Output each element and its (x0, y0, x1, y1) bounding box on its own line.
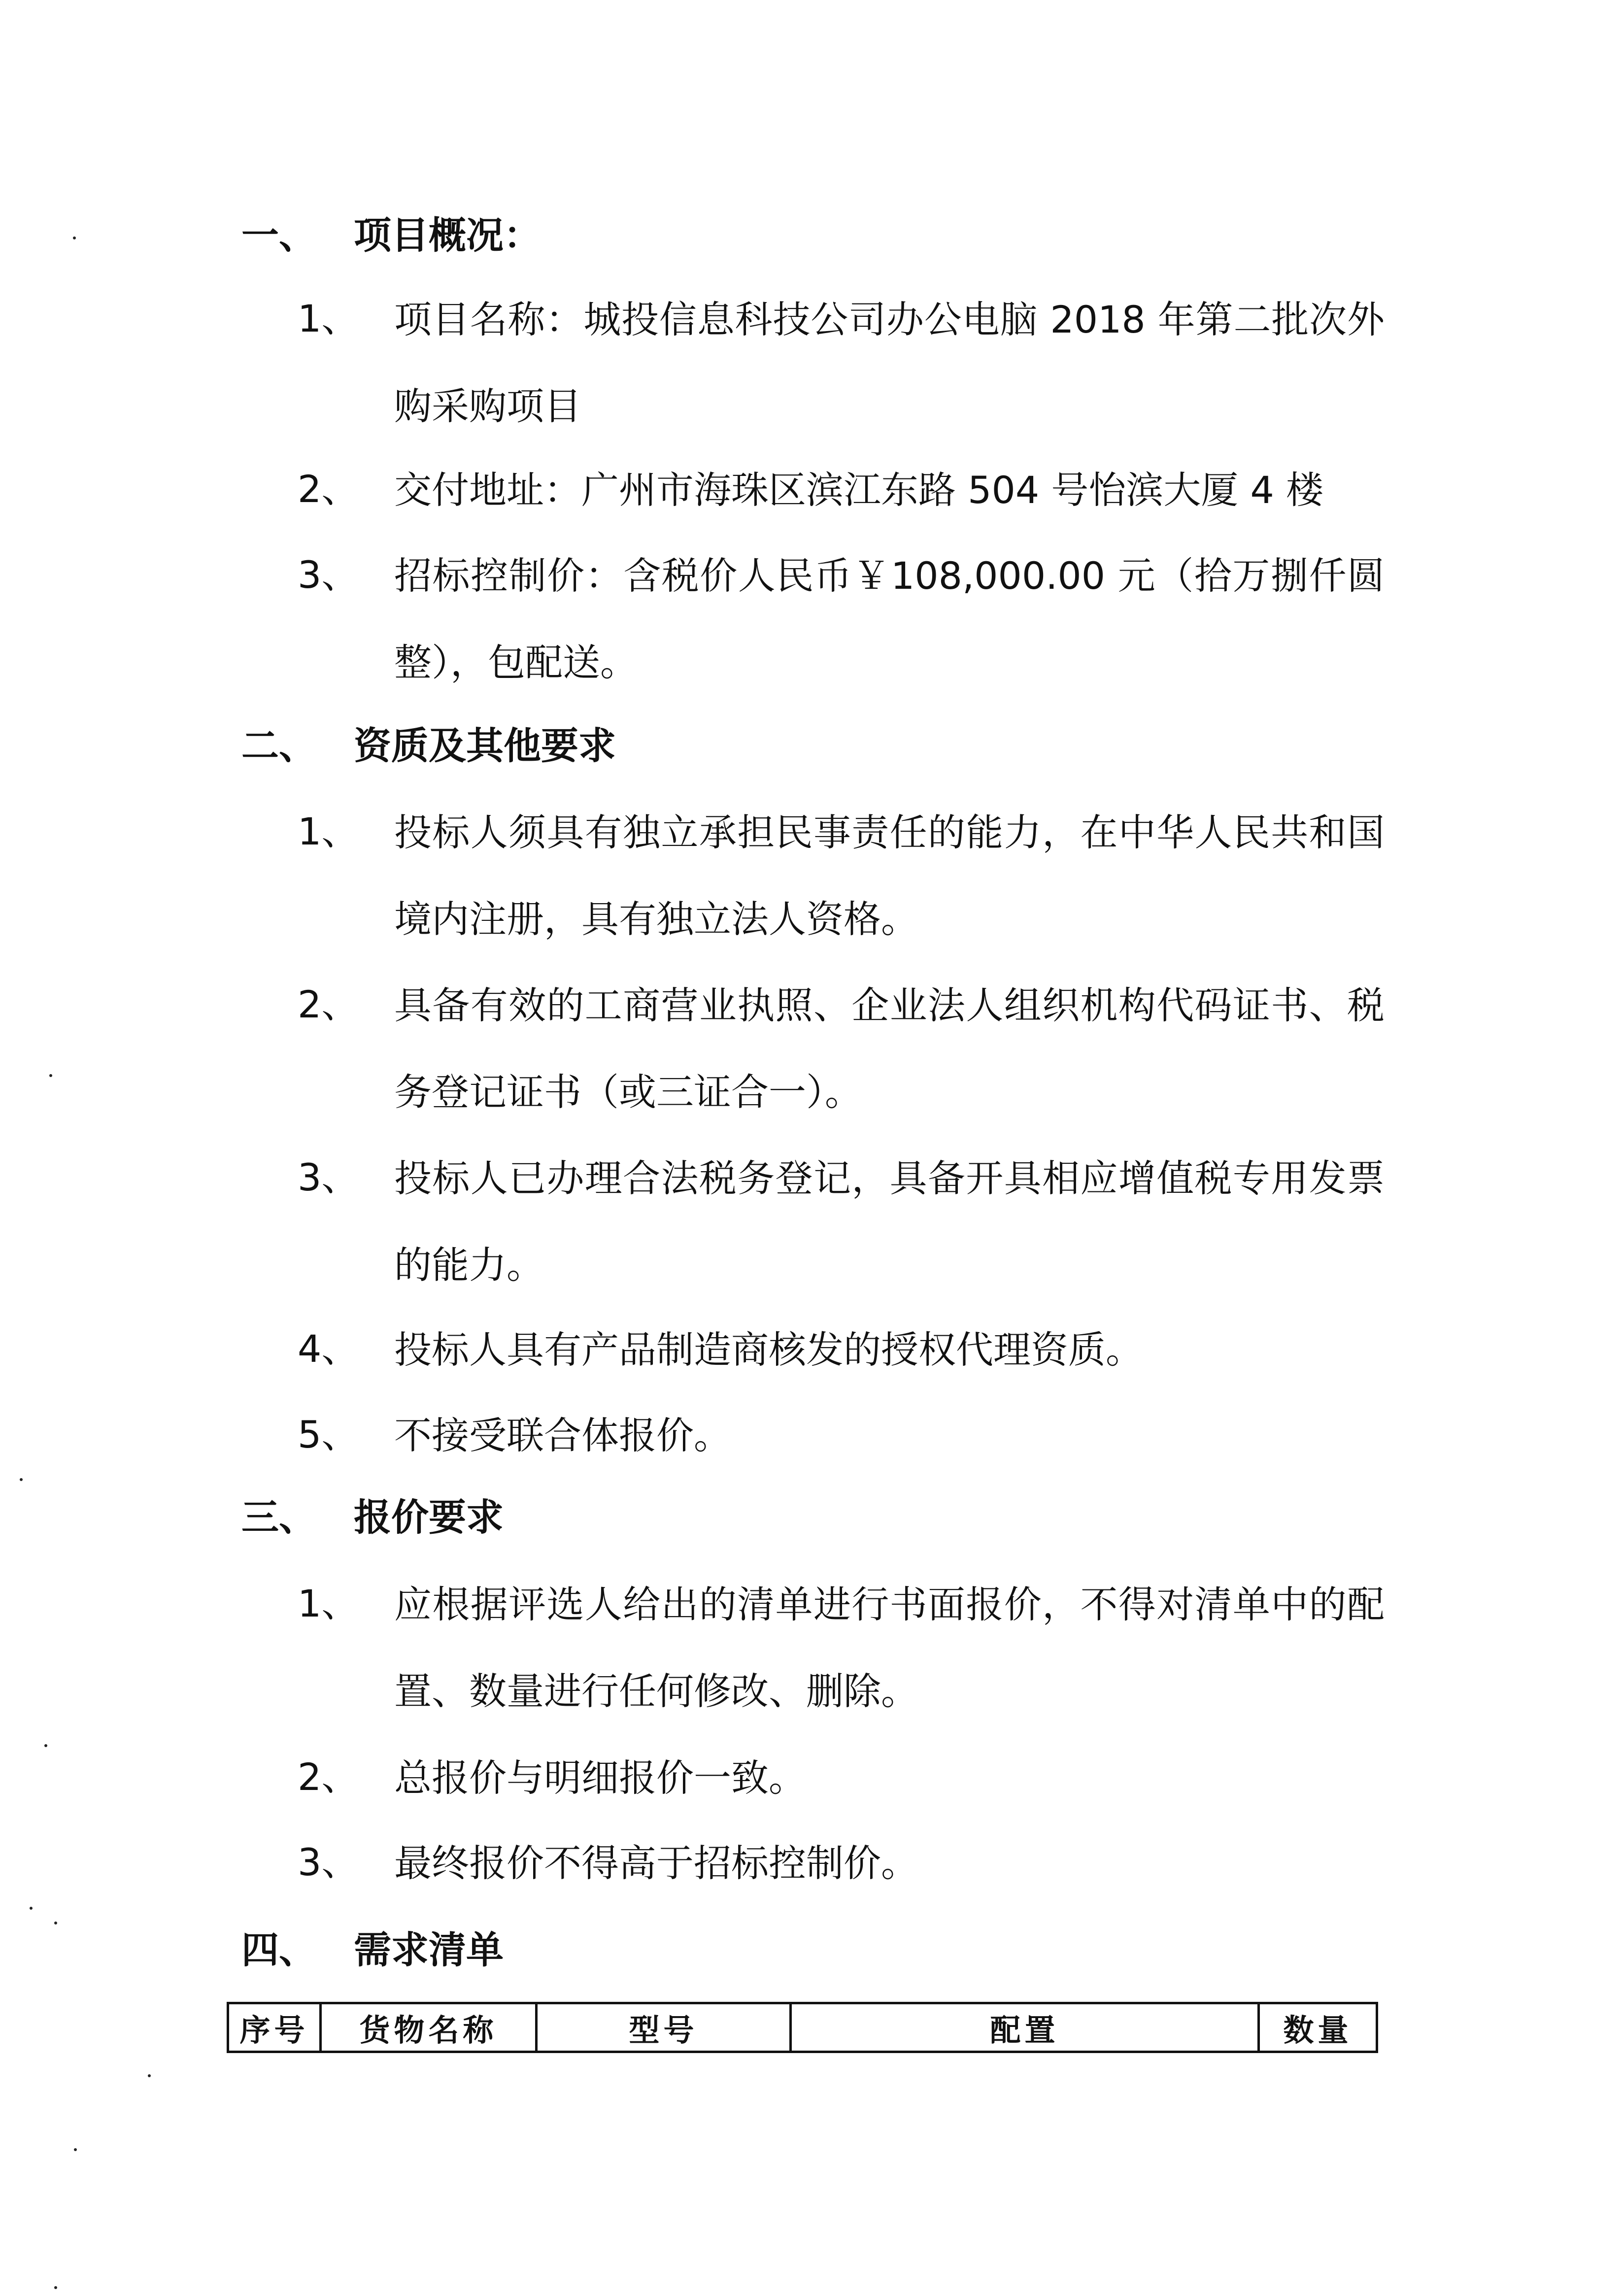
header-index: 序号 (228, 2003, 321, 2052)
item-text: 总报价与明细报价一致。 (394, 1756, 806, 1800)
item-number: 3、 (298, 553, 359, 597)
item-number: 3、 (298, 1840, 359, 1884)
item-number: 1、 (298, 297, 359, 340)
header-configuration: 配置 (791, 2003, 1259, 2052)
item-text: 投标人须具有独立承担民事责任的能力，在中华人民共和国境内注册，具有独立法人资格。 (394, 810, 1385, 941)
scan-speck (73, 236, 76, 239)
section-heading-1 (241, 213, 541, 257)
item-number: 1、 (298, 810, 359, 853)
section-title: 报价要求 (354, 1495, 504, 1539)
item-text: 具备有效的工商营业执照、企业法人组织机构代码证书、税务登记证书（或三证合一）。 (394, 983, 1385, 1114)
item-number: 4、 (298, 1327, 359, 1371)
header-model: 型号 (537, 2003, 791, 2052)
requirements-table (227, 2002, 1378, 2053)
table-header-row (228, 2003, 1377, 2052)
section-number: 三、 (241, 1495, 316, 1539)
item-text: 不接受联合体报价。 (394, 1414, 731, 1457)
header-goods-name: 货物名称 (321, 2003, 537, 2052)
section-heading-3 (241, 1495, 504, 1539)
section-title: 需求清单 (354, 1928, 504, 1972)
item-number: 2、 (298, 467, 359, 511)
item-number: 2、 (298, 1755, 359, 1799)
scan-speck (74, 2148, 77, 2151)
item-text: 应根据评选人给出的清单进行书面报价，不得对清单中的配置、数量进行任何修改、删除。 (394, 1583, 1385, 1713)
scan-speck (20, 1478, 23, 1481)
section-number: 四、 (241, 1928, 316, 1972)
scan-speck (30, 1907, 33, 1910)
item-text: 招标控制价：含税价人民币￥108,000.00 元（拾万捌仟圆整），包配送。 (394, 554, 1385, 684)
scan-speck (54, 2286, 57, 2289)
scan-speck (44, 1744, 47, 1747)
item-number: 1、 (298, 1582, 359, 1625)
section-heading-4 (241, 1928, 504, 1972)
section-number: 一、 (241, 213, 316, 257)
section-heading-2 (241, 724, 616, 768)
item-text: 项目名称：城投信息科技公司办公电脑 2018 年第二批次外购采购项目 (394, 298, 1385, 428)
section-number: 二、 (241, 724, 316, 768)
scan-speck (54, 1922, 57, 1924)
item-number: 3、 (298, 1155, 359, 1199)
item-number: 2、 (298, 982, 359, 1026)
scan-speck (49, 1074, 52, 1077)
section-title: 项目概况： (354, 213, 541, 257)
item-text: 投标人具有产品制造商核发的授权代理资质。 (394, 1328, 1143, 1372)
header-quantity: 数量 (1259, 2003, 1377, 2052)
item-number: 5、 (298, 1413, 359, 1456)
section-title: 资质及其他要求 (354, 724, 616, 768)
scan-speck (148, 2074, 151, 2077)
item-text: 交付地址：广州市海珠区滨江东路 504 号怡滨大厦 4 楼 (394, 468, 1324, 512)
item-text: 投标人已办理合法税务登记，具备开具相应增值税专用发票的能力。 (394, 1156, 1385, 1287)
item-text: 最终报价不得高于招标控制价。 (394, 1841, 918, 1885)
